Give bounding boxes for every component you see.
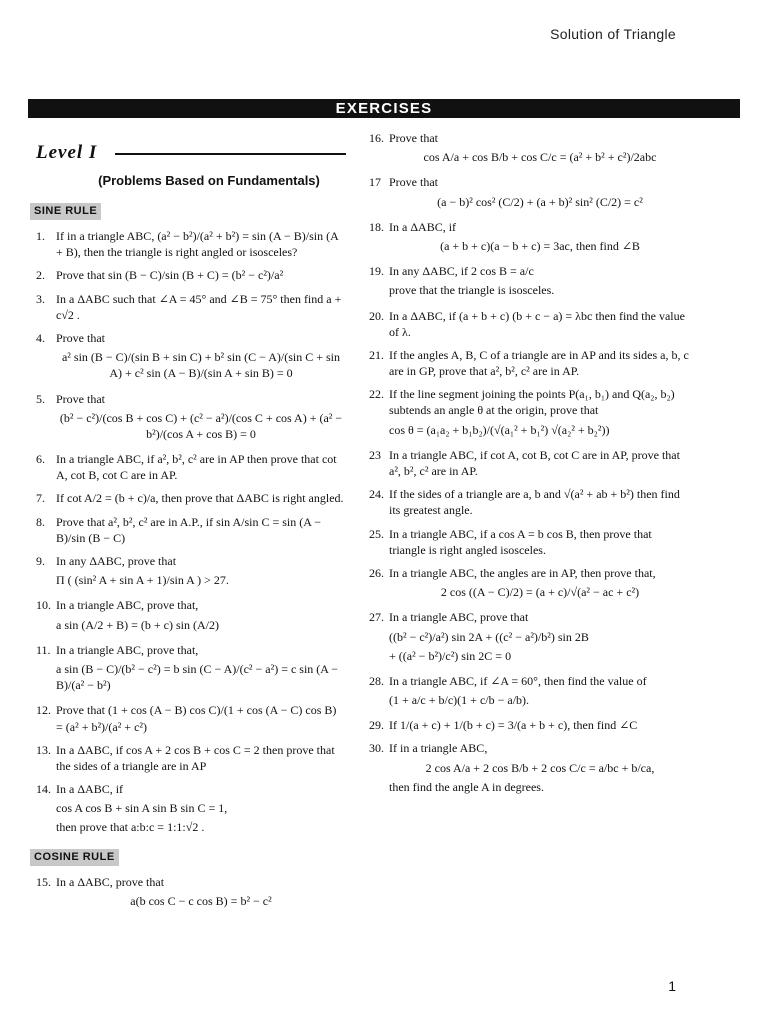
equation: then prove that a:b:c = 1:1:√2 . [56, 820, 205, 835]
exercise-28 [369, 673, 691, 710]
equation: a sin (A/2 + B) = (b + c) sin (A/2) [56, 617, 219, 632]
exercise-number: 27. [369, 610, 384, 625]
exercise-number: 3. [36, 291, 45, 306]
exercise-text: If in a triangle ABC, [389, 741, 488, 756]
equation: prove that the triangle is isosceles. [389, 283, 555, 298]
exercise-number: 5. [36, 391, 45, 406]
exercise-25 [369, 526, 691, 558]
section-cosine-rule: COSINE RULE [30, 849, 119, 866]
exercise-text: Prove that [389, 175, 438, 190]
exercise-text: If in a triangle ABC, (a² − b²)/(a² + b²) = sin (A − B)/sin (A + B), then the triangle is right angled or isosceles? [56, 229, 339, 260]
exercise-text: In a triangle ABC, if a², b², c² are in AP then prove that cot A, cot B, cot C are in AP. [56, 452, 337, 483]
exercise-23 [369, 447, 691, 479]
exercise-text: In a triangle ABC, prove that, [56, 642, 199, 657]
exercise-number: 6. [36, 452, 45, 467]
equation: a sin (B − C)/(b² − c²) = b sin (C − A)/(c² − a²) = c sin (A − B)/(a² − b²) [56, 661, 339, 693]
equation: 2 cos A/a + 2 cos B/b + 2 cos C/c = a/bc + b/ca, [425, 760, 655, 775]
exercise-13 [36, 742, 346, 774]
exercise-text: In a ΔABC, prove that [56, 874, 165, 889]
exercise-text: In a ΔABC, if cos A + 2 cos B + cos C = 2 then prove that the sides of a triangle are in AP [56, 742, 335, 773]
exercise-number: 23 [369, 447, 381, 462]
equation: ((b² − c²)/a²) sin 2A + ((c² − a²)/b²) sin 2B [389, 629, 589, 644]
exercise-number: 24. [369, 487, 384, 502]
right-column [369, 130, 691, 804]
exercise-number: 7. [36, 491, 45, 506]
exercise-number: 28. [369, 673, 384, 688]
exercise-number: 18. [369, 219, 384, 234]
level-heading [36, 140, 346, 166]
exercise-17 [369, 174, 691, 211]
equation: Π ( (sin² A + sin A + 1)/sin A ) > 27. [56, 573, 229, 588]
exercise-number: 29. [369, 718, 384, 733]
exercise-number: 22. [369, 387, 384, 402]
exercise-number: 19. [369, 264, 384, 279]
exercise-number: 12. [36, 703, 51, 718]
exercise-4 [36, 330, 346, 384]
exercise-number: 30. [369, 741, 384, 756]
exercise-14 [36, 781, 346, 838]
exercise-6 [36, 451, 346, 483]
exercise-number: 2. [36, 268, 45, 283]
exercise-text: If cot A/2 = (b + c)/a, then prove that ΔABC is right angled. [56, 491, 344, 506]
exercise-text: If 1/(a + c) + 1/(b + c) = 3/(a + b + c), then find ∠C [389, 718, 638, 733]
exercise-21 [369, 347, 691, 379]
exercise-text: Prove that sin (B − C)/sin (B + C) = (b² − c²)/a² [56, 268, 284, 283]
exercise-10 [36, 597, 346, 634]
equation: + ((a² − b²)/c²) sin 2C = 0 [389, 648, 512, 663]
equation: cos A/a + cos B/b + cos C/c = (a² + b² + c²)/2abc [423, 150, 657, 165]
exercise-number: 13. [36, 742, 51, 757]
exercise-2 [36, 267, 346, 283]
equation: cos A cos B + sin A sin B sin C = 1, [56, 801, 228, 816]
equation: (1 + a/c + b/c)(1 + c/b − a/b). [389, 693, 530, 708]
exercise-5 [36, 391, 346, 445]
exercise-3 [36, 291, 346, 323]
exercise-number: 1. [36, 229, 45, 244]
exercise-text: Prove that (1 + cos (A − B) cos C)/(1 + cos (A − C) cos B) = (a² + b²)/(a² + c²) [56, 703, 337, 734]
section-sine-rule: SINE RULE [30, 203, 101, 220]
exercise-text: If the angles A, B, C of a triangle are in AP and its sides a, b, c are in GP, prove that a², b², c² are in AP. [389, 347, 689, 379]
equation: (b² − c²)/(cos B + cos C) + (c² − a²)/(cos C + cos A) + (a² − b²)/(cos A + cos B) = 0 [59, 410, 343, 441]
exercise-9 [36, 553, 346, 590]
exercise-text: In any ΔABC, if 2 cos B = a/c [389, 264, 534, 279]
left-column [36, 130, 346, 918]
exercise-number: 9. [36, 554, 45, 569]
equation: then find the angle A in degrees. [389, 779, 544, 794]
exercise-text: In a ΔABC, if [56, 782, 124, 797]
exercise-text: In a ΔABC, if [389, 219, 457, 234]
exercise-number: 21. [369, 347, 384, 362]
exercise-number: 4. [36, 330, 45, 345]
level-label: Level I [36, 142, 98, 163]
exercise-18 [369, 219, 691, 256]
exercise-29 [369, 717, 691, 733]
equation: (a − b)² cos² (C/2) + (a + b)² sin² (C/2) = c² [437, 194, 643, 209]
exercise-7 [36, 490, 346, 506]
exercise-number: 8. [36, 514, 45, 529]
equation: a² sin (B − C)/(sin B + sin C) + b² sin (C − A)/(sin C + sin A) + c² sin (A − B)/(sin A + sin B) = 0 [61, 350, 341, 381]
exercise-number: 11. [36, 642, 51, 657]
exercise-number: 14. [36, 782, 51, 797]
exercise-22 [369, 386, 691, 440]
exercise-text: Prove that [56, 330, 105, 345]
equation: 2 cos ((A − C)/2) = (a + c)/√(a² − ac + c²) [440, 585, 640, 600]
running-title: Solution of Triangle [550, 26, 676, 42]
level-rule [115, 153, 346, 155]
exercise-text: Prove that [56, 391, 105, 406]
equation: cos θ = (a₁a₂ + b₁b₂)/(√(a₁² + b₁²) √(a₂² + b₂²)) [389, 422, 610, 437]
exercise-text: Prove that [389, 131, 438, 145]
exercise-30 [369, 740, 691, 797]
exercise-text: In any ΔABC, prove that [56, 554, 177, 569]
exercise-text: In a triangle ABC, if ∠A = 60°, then find the value of [389, 673, 647, 688]
exercise-text: If the sides of a triangle are a, b and √(a² + ab + b²) then find its greatest angle. [389, 487, 680, 518]
exercise-number: 26. [369, 565, 384, 580]
exercise-24 [369, 486, 691, 518]
exercise-8 [36, 514, 346, 546]
exercise-text: In a triangle ABC, the angles are in AP, then prove that, [389, 565, 656, 580]
exercise-text: Prove that a², b², c² are in A.P., if sin A/sin C = sin (A − B)/sin (B − C) [56, 514, 321, 545]
exercise-26 [369, 565, 691, 602]
exercise-text: In a triangle ABC, prove that, [56, 598, 199, 613]
exercise-number: 25. [369, 526, 384, 541]
exercise-text: In a ΔABC, if (a + b + c) (b + c − a) = λbc then find the value of λ. [389, 308, 685, 339]
level-subtitle: (Problems Based on Fundamentals) [98, 172, 320, 188]
exercise-12 [36, 702, 346, 734]
page-number: 1 [668, 978, 676, 994]
exercise-15 [36, 874, 346, 911]
exercise-11 [36, 642, 346, 696]
exercise-27 [369, 609, 691, 666]
equation: a(b cos C − c cos B) = b² − c² [130, 893, 272, 908]
exercises-banner [28, 99, 740, 118]
exercise-16 [369, 130, 691, 167]
exercise-text: In a triangle ABC, if cot A, cot B, cot C are in AP, prove that a², b², c² are in AP. [389, 447, 680, 478]
exercise-20 [369, 308, 691, 340]
exercise-text: In a ΔABC such that ∠A = 45° and ∠B = 75° then find a + c√2 . [56, 291, 342, 322]
exercise-text: If the line segment joining the points P(a₁, b₁) and Q(a₂, b₂) subtends an angle θ at the origin, prove that [389, 387, 675, 418]
exercise-number: 16. [369, 131, 384, 145]
exercise-19 [369, 263, 691, 300]
exercise-number: 17 [369, 175, 381, 190]
exercise-text: In a triangle ABC, prove that [389, 610, 529, 625]
exercise-number: 10. [36, 598, 51, 613]
exercise-1 [36, 228, 346, 260]
exercise-number: 20. [369, 308, 384, 323]
exercise-number: 15. [36, 874, 51, 889]
banner-title: EXERCISES [335, 100, 433, 117]
exercise-text: In a triangle ABC, if a cos A = b cos B, then prove that triangle is right angled isosceles. [389, 526, 652, 557]
equation: (a + b + c)(a − b + c) = 3ac, then find ∠B [440, 238, 640, 253]
